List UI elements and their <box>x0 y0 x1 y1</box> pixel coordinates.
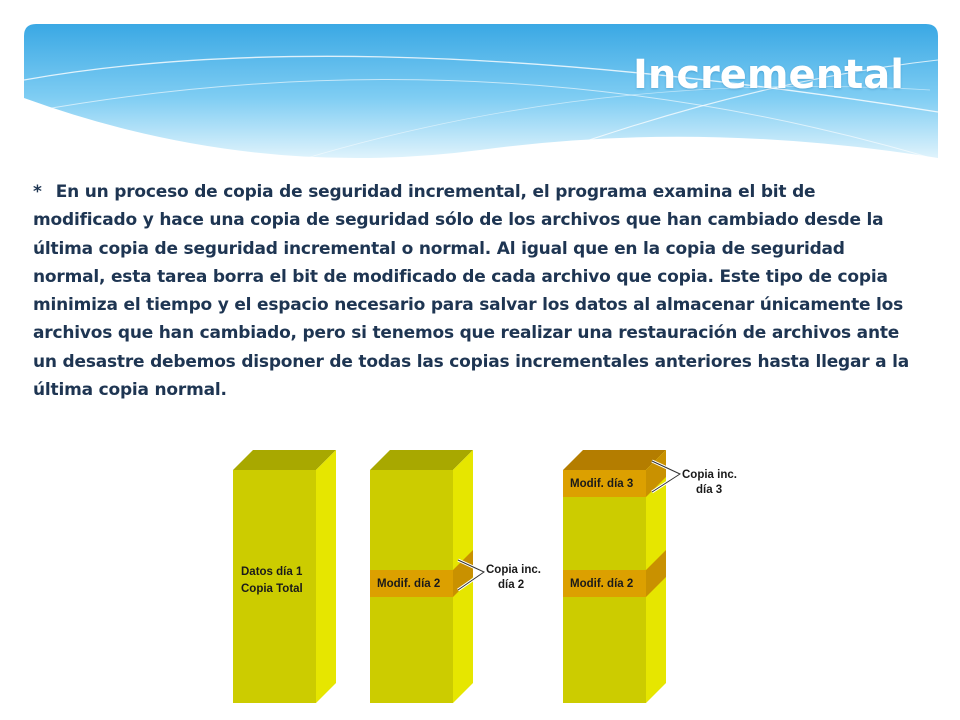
block3-band-top-label: Modif. día 3 <box>570 478 634 490</box>
block1-label-line1: Datos día 1 <box>241 566 303 578</box>
slide-title: Incremental <box>632 52 904 98</box>
block-day2 <box>370 450 541 703</box>
block3-band-bottom-label: Modif. día 2 <box>570 578 634 590</box>
callout-day3-line1: Copia inc. <box>682 469 737 481</box>
block-day1 <box>233 450 336 703</box>
callout-day2-line1: Copia inc. <box>486 564 541 576</box>
block2-band-label: Modif. día 2 <box>377 578 441 590</box>
block-day3 <box>563 450 737 703</box>
body-text: En un proceso de copia de seguridad incremental, el programa examina el bit de modificado y hace una copia de seguridad sólo de los archivos que han cambiado desde la última copia de seguridad incremental o normal. Al igual que en la copia de seguridad normal, esta tarea borra el bit de modificado de cada archivo que copia. Este tipo de copia minimiza el tiempo y el espacio necesario para salvar los datos al almacenar únicamente los archivos que han cambiado, pero si tenemos que realizar una restauración de archivos ante un desastre debemos disponer de todas las copias incrementales anteriores hasta llegar a la última copia normal. <box>33 182 910 401</box>
callout-day3-line2: día 3 <box>696 484 723 496</box>
callout-day2-line2: día 2 <box>498 579 525 591</box>
block1-label-line2: Copia Total <box>241 583 303 595</box>
block1-side <box>316 450 336 703</box>
bullet-marker: * <box>33 182 42 202</box>
